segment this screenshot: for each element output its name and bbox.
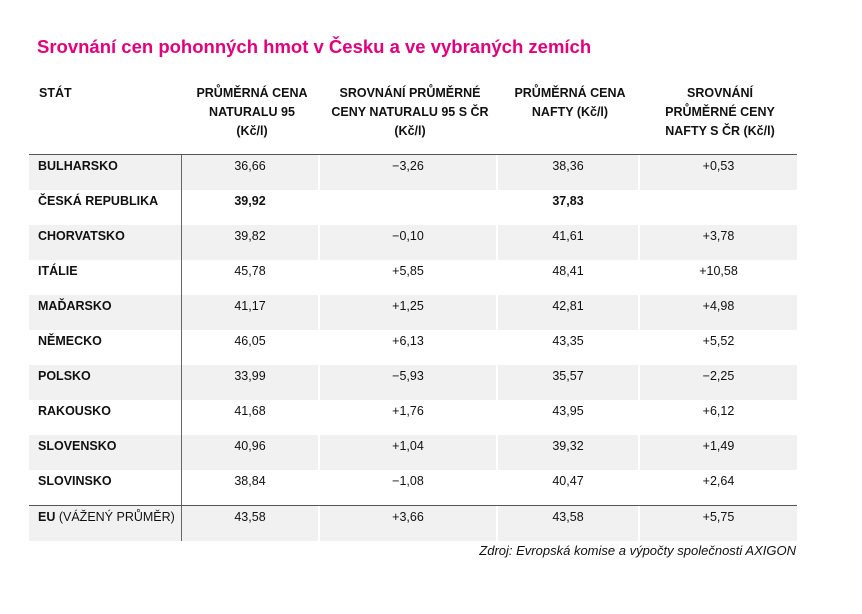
header-diesel-comparison xyxy=(642,84,798,141)
header-line: PRŮMĚRNÁ CENA xyxy=(196,86,308,100)
table-row xyxy=(29,260,797,295)
cell-state: BULHARSKO xyxy=(29,155,182,190)
cell-n95-diff: +6,13 xyxy=(320,330,498,365)
cell-n95-diff: +3,66 xyxy=(320,506,498,541)
cell-diesel: 43,35 xyxy=(498,330,640,365)
cell-n95-diff: +1,25 xyxy=(320,295,498,330)
cell-diesel-diff: +2,64 xyxy=(702,474,735,488)
header-line: SROVNÁNÍ PRŮMĚRNÉ xyxy=(339,86,481,100)
cell-diesel-diff xyxy=(640,190,797,225)
header-natural95-price xyxy=(183,84,321,141)
table-row xyxy=(29,190,797,225)
fuel-price-table xyxy=(29,154,797,541)
cell-diesel-diff: +5,52 xyxy=(702,334,735,348)
table-row xyxy=(29,470,797,505)
cell-n95-diff: −0,10 xyxy=(320,225,498,260)
header-line: SROVNÁNÍ xyxy=(687,86,753,100)
page-title: Srovnání cen pohonných hmot v Česku a ve vybraných zemích xyxy=(37,36,592,57)
cell-n95: 43,58 xyxy=(182,506,320,541)
cell-diesel: 43,58 xyxy=(498,506,640,541)
cell-diesel-diff: +10,58 xyxy=(699,264,738,278)
header-line: NAFTY S ČR (Kč/l) xyxy=(665,124,775,138)
cell-diesel: 40,47 xyxy=(498,470,640,505)
cell-diesel: 43,95 xyxy=(498,400,640,435)
header-state: STÁT xyxy=(39,86,72,100)
source-note: Zdroj: Evropská komise a výpočty společnosti AXIGON xyxy=(479,543,796,558)
header-line: (Kč/l) xyxy=(236,124,268,138)
cell-n95-diff xyxy=(320,190,498,225)
cell-n95: 41,68 xyxy=(182,400,320,435)
cell-state: SLOVENSKO xyxy=(29,435,182,470)
cell-state: POLSKO xyxy=(29,365,182,400)
cell-diesel: 39,32 xyxy=(498,435,640,470)
header-natural95-comparison xyxy=(322,84,498,141)
table-row xyxy=(29,365,797,400)
header-line: NAFTY (Kč/l) xyxy=(531,105,609,119)
cell-diesel: 38,36 xyxy=(498,155,640,190)
table-row xyxy=(29,330,797,365)
cell-diesel-diff: +1,49 xyxy=(640,435,797,470)
table-row xyxy=(29,400,797,435)
cell-diesel: 37,83 xyxy=(498,190,640,225)
cell-diesel-diff: +4,98 xyxy=(640,295,797,330)
cell-state: MAĎARSKO xyxy=(29,295,182,330)
cell-n95-diff: +5,85 xyxy=(320,260,498,295)
cell-n95-diff: −5,93 xyxy=(320,365,498,400)
cell-diesel: 42,81 xyxy=(498,295,640,330)
cell-state: RAKOUSKO xyxy=(29,400,182,435)
cell-n95-diff: −1,08 xyxy=(320,470,498,505)
cell-n95-diff: +1,04 xyxy=(320,435,498,470)
eu-label-suffix: (VÁŽENÝ PRŮMĚR) xyxy=(55,510,175,524)
cell-diesel-diff: +3,78 xyxy=(640,225,797,260)
cell-n95-diff: +1,76 xyxy=(320,400,498,435)
cell-diesel-diff: −2,25 xyxy=(640,365,797,400)
cell-diesel-diff: +0,53 xyxy=(640,155,797,190)
cell-state: NĚMECKO xyxy=(29,330,182,365)
eu-label: EU xyxy=(38,510,56,524)
header-diesel-price xyxy=(500,84,640,122)
header-line: PRŮMĚRNÁ CENA xyxy=(514,86,626,100)
header-line: NATURALU 95 xyxy=(209,105,295,119)
table-row xyxy=(29,155,797,190)
cell-state: ITÁLIE xyxy=(29,260,182,295)
cell-n95: 33,99 xyxy=(182,365,320,400)
cell-state: CHORVATSKO xyxy=(29,225,182,260)
cell-n95-diff: −3,26 xyxy=(320,155,498,190)
table-row xyxy=(29,295,797,330)
header-line: (Kč/l) xyxy=(394,124,426,138)
cell-n95: 40,96 xyxy=(182,435,320,470)
cell-diesel: 35,57 xyxy=(498,365,640,400)
cell-diesel-diff: +6,12 xyxy=(702,404,735,418)
cell-state xyxy=(29,506,182,541)
cell-n95: 46,05 xyxy=(182,330,320,365)
cell-n95: 39,82 xyxy=(182,225,320,260)
cell-diesel: 41,61 xyxy=(498,225,640,260)
table-row xyxy=(29,435,797,470)
cell-n95: 36,66 xyxy=(182,155,320,190)
cell-diesel-diff: +5,75 xyxy=(640,506,797,541)
header-line: CENY NATURALU 95 S ČR xyxy=(331,105,489,119)
table-row-eu-average xyxy=(29,505,797,541)
cell-n95: 41,17 xyxy=(182,295,320,330)
table-row xyxy=(29,225,797,260)
cell-diesel: 48,41 xyxy=(498,260,640,295)
header-line: PRŮMĚRNÉ CENY xyxy=(665,105,775,119)
cell-n95: 39,92 xyxy=(182,190,320,225)
cell-state: ČESKÁ REPUBLIKA xyxy=(29,190,182,225)
cell-state: SLOVINSKO xyxy=(29,470,182,505)
cell-n95: 38,84 xyxy=(182,470,320,505)
cell-n95: 45,78 xyxy=(182,260,320,295)
